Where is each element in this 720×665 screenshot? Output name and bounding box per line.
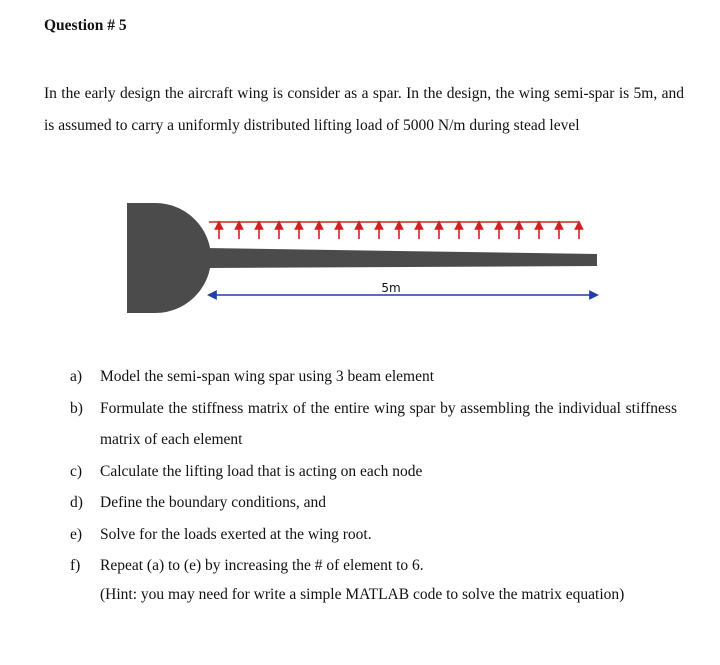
load-arrows (219, 225, 579, 239)
task-item (70, 487, 677, 519)
task-text: Solve for the loads exerted at the wing root. (100, 525, 372, 543)
task-item (70, 519, 677, 551)
task-marker: d) (70, 494, 83, 511)
task-text: Model the semi-span wing spar using 3 beam element (100, 368, 435, 385)
task-text: Repeat (a) to (e) by increasing the # of element to 6. (100, 557, 424, 574)
hint-text: (Hint: you may need for write a simple MATLAB code to solve the matrix equation) (100, 586, 625, 603)
wing-spar-diagram (125, 195, 605, 320)
task-text: Calculate the lifting load that is acting on each node (100, 462, 423, 480)
task-marker: f) (70, 557, 81, 574)
task-marker: b) (70, 399, 83, 417)
task-marker: e) (70, 525, 83, 543)
task-text: Formulate the stiffness matrix of the entire wing spar by assembling the individual stiffness matrix of each element (100, 399, 677, 448)
task-marker: a) (70, 368, 83, 385)
task-item (70, 361, 677, 393)
task-item (70, 456, 677, 488)
task-item (70, 550, 677, 582)
task-list (70, 361, 677, 582)
question-title: Question # 5 (44, 17, 127, 34)
problem-statement: In the early design the aircraft wing is consider as a spar. In the design, the wing semi-spar is 5m, and is assumed to carry a uniformly distributed lifting load of 5000 N/m during stead level (44, 85, 684, 134)
span-label: 5m (381, 281, 401, 295)
wing-root (127, 203, 211, 313)
task-marker: c) (70, 462, 83, 480)
task-item (70, 393, 677, 456)
wing-spar-figure (125, 195, 605, 320)
wing-spar (205, 248, 597, 268)
task-text: Define the boundary conditions, and (100, 494, 326, 511)
